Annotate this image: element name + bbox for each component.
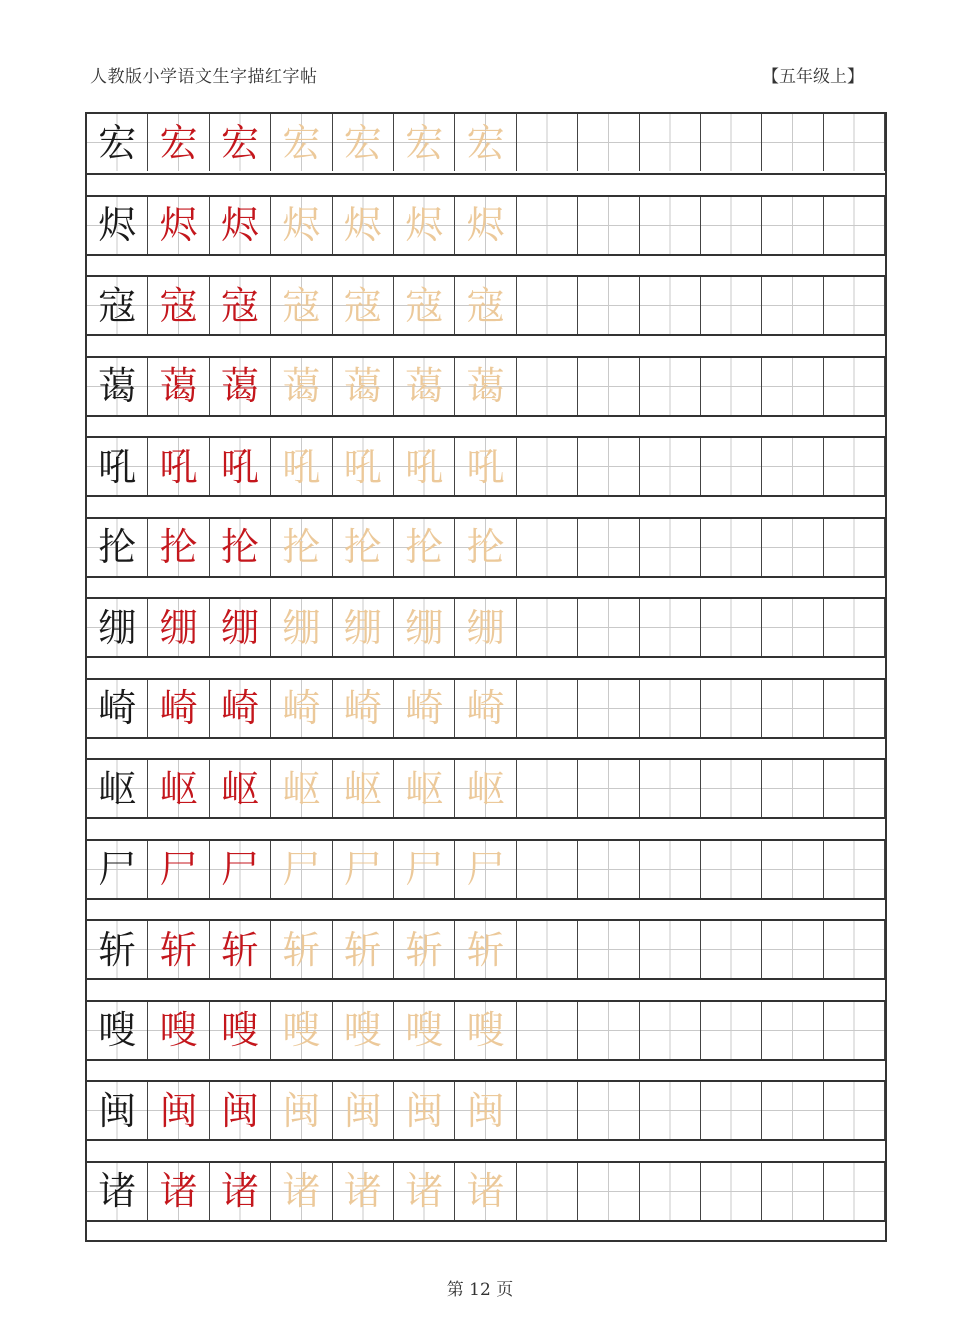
trace-cell: 斩 [271, 921, 332, 978]
blank-cell [517, 197, 578, 254]
trace-cell: 嗖 [394, 1002, 455, 1059]
red-example-cell: 尸 [148, 841, 209, 898]
blank-cell [701, 358, 762, 415]
blank-cell [824, 358, 885, 415]
blank-cell [640, 1002, 701, 1059]
blank-cell [762, 841, 823, 898]
practice-row [87, 839, 885, 900]
blank-cell [578, 599, 639, 656]
blank-cell [824, 519, 885, 576]
blank-cell [517, 760, 578, 817]
red-example-cell: 嗖 [210, 1002, 271, 1059]
blank-cell [640, 438, 701, 495]
model-char-cell: 闽 [87, 1082, 148, 1139]
red-example-cell: 诸 [210, 1163, 271, 1220]
blank-cell [640, 1163, 701, 1220]
red-example-cell: 岖 [148, 760, 209, 817]
trace-cell: 宏 [394, 114, 455, 171]
practice-row [87, 678, 885, 739]
blank-cell [517, 680, 578, 737]
practice-row [87, 758, 885, 819]
blank-cell [762, 760, 823, 817]
trace-cell: 斩 [455, 921, 516, 978]
page-number: 第 12 页 [446, 1280, 514, 1300]
trace-cell: 岖 [271, 760, 332, 817]
blank-cell [640, 114, 701, 171]
blank-cell [701, 1002, 762, 1059]
model-char-cell: 诸 [87, 1163, 148, 1220]
trace-cell: 绷 [394, 599, 455, 656]
blank-cell [762, 197, 823, 254]
red-example-cell: 岖 [210, 760, 271, 817]
blank-cell [517, 358, 578, 415]
trace-cell: 抡 [394, 519, 455, 576]
trace-cell: 绷 [455, 599, 516, 656]
trace-cell: 诸 [333, 1163, 394, 1220]
trace-cell: 崎 [271, 680, 332, 737]
trace-cell: 闽 [455, 1082, 516, 1139]
blank-cell [701, 519, 762, 576]
trace-cell: 嗖 [271, 1002, 332, 1059]
blank-cell [824, 1082, 885, 1139]
trace-cell: 烬 [455, 197, 516, 254]
practice-row [87, 195, 885, 256]
trace-cell: 寇 [455, 277, 516, 334]
blank-cell [824, 114, 885, 171]
grade-tag: 【五年级上】 [762, 67, 864, 87]
red-example-cell: 崎 [148, 680, 209, 737]
blank-cell [578, 680, 639, 737]
blank-cell [701, 277, 762, 334]
blank-cell [578, 114, 639, 171]
blank-cell [640, 358, 701, 415]
blank-cell [701, 921, 762, 978]
blank-cell [578, 1002, 639, 1059]
blank-cell [824, 841, 885, 898]
trace-cell: 诸 [271, 1163, 332, 1220]
red-example-cell: 闽 [148, 1082, 209, 1139]
blank-cell [517, 114, 578, 171]
blank-cell [701, 680, 762, 737]
red-example-cell: 绷 [148, 599, 209, 656]
practice-row [87, 356, 885, 417]
blank-cell [762, 438, 823, 495]
blank-cell [517, 1082, 578, 1139]
blank-cell [640, 197, 701, 254]
red-example-cell: 诸 [148, 1163, 209, 1220]
trace-cell: 闽 [271, 1082, 332, 1139]
trace-cell: 吼 [455, 438, 516, 495]
blank-cell [824, 921, 885, 978]
trace-cell: 抡 [333, 519, 394, 576]
trace-cell: 抡 [271, 519, 332, 576]
model-char-cell: 寇 [87, 277, 148, 334]
red-example-cell: 吼 [210, 438, 271, 495]
model-char-cell: 蔼 [87, 358, 148, 415]
blank-cell [762, 1002, 823, 1059]
blank-cell [578, 197, 639, 254]
blank-cell [824, 1002, 885, 1059]
trace-cell: 吼 [394, 438, 455, 495]
trace-cell: 宏 [333, 114, 394, 171]
blank-cell [517, 1163, 578, 1220]
trace-cell: 诸 [394, 1163, 455, 1220]
blank-cell [824, 438, 885, 495]
blank-cell [517, 841, 578, 898]
red-example-cell: 蔼 [148, 358, 209, 415]
blank-cell [640, 841, 701, 898]
practice-row [87, 1080, 885, 1141]
red-example-cell: 尸 [210, 841, 271, 898]
blank-cell [701, 438, 762, 495]
red-example-cell: 抡 [210, 519, 271, 576]
blank-cell [701, 114, 762, 171]
red-example-cell: 闽 [210, 1082, 271, 1139]
trace-cell: 寇 [271, 277, 332, 334]
red-example-cell: 寇 [148, 277, 209, 334]
trace-cell: 岖 [333, 760, 394, 817]
blank-cell [578, 1163, 639, 1220]
blank-cell [578, 438, 639, 495]
blank-cell [517, 277, 578, 334]
trace-cell: 绷 [333, 599, 394, 656]
blank-cell [762, 277, 823, 334]
blank-cell [701, 1163, 762, 1220]
blank-cell [762, 114, 823, 171]
blank-cell [701, 197, 762, 254]
trace-cell: 寇 [333, 277, 394, 334]
trace-cell: 嗖 [333, 1002, 394, 1059]
blank-cell [640, 680, 701, 737]
blank-cell [762, 599, 823, 656]
blank-cell [701, 760, 762, 817]
blank-cell [640, 599, 701, 656]
red-example-cell: 崎 [210, 680, 271, 737]
trace-cell: 烬 [271, 197, 332, 254]
trace-cell: 崎 [455, 680, 516, 737]
trace-cell: 岖 [394, 760, 455, 817]
blank-cell [640, 519, 701, 576]
blank-cell [762, 1082, 823, 1139]
blank-cell [640, 1082, 701, 1139]
red-example-cell: 寇 [210, 277, 271, 334]
model-char-cell: 尸 [87, 841, 148, 898]
model-char-cell: 抡 [87, 519, 148, 576]
model-char-cell: 吼 [87, 438, 148, 495]
red-example-cell: 斩 [148, 921, 209, 978]
model-char-cell: 崎 [87, 680, 148, 737]
model-char-cell: 绷 [87, 599, 148, 656]
red-example-cell: 烬 [148, 197, 209, 254]
trace-cell: 斩 [394, 921, 455, 978]
trace-cell: 崎 [333, 680, 394, 737]
blank-cell [762, 680, 823, 737]
practice-grid [85, 112, 887, 1242]
trace-cell: 尸 [271, 841, 332, 898]
practice-row [87, 919, 885, 980]
blank-cell [824, 760, 885, 817]
model-char-cell: 斩 [87, 921, 148, 978]
blank-cell [517, 519, 578, 576]
trace-cell: 宏 [455, 114, 516, 171]
red-example-cell: 吼 [148, 438, 209, 495]
blank-cell [578, 760, 639, 817]
trace-cell: 嗖 [455, 1002, 516, 1059]
page-title: 人教版小学语文生字描红字帖 [90, 67, 318, 87]
model-char-cell: 烬 [87, 197, 148, 254]
trace-cell: 闽 [394, 1082, 455, 1139]
practice-row [87, 1000, 885, 1061]
trace-cell: 岖 [455, 760, 516, 817]
blank-cell [578, 277, 639, 334]
practice-row [87, 275, 885, 336]
blank-cell [824, 680, 885, 737]
trace-cell: 闽 [333, 1082, 394, 1139]
trace-cell: 蔼 [455, 358, 516, 415]
trace-cell: 蔼 [333, 358, 394, 415]
model-char-cell: 宏 [87, 114, 148, 171]
blank-cell [578, 519, 639, 576]
practice-row [87, 1161, 885, 1222]
blank-cell [578, 841, 639, 898]
practice-row [87, 517, 885, 578]
red-example-cell: 抡 [148, 519, 209, 576]
blank-cell [762, 921, 823, 978]
red-example-cell: 绷 [210, 599, 271, 656]
red-example-cell: 烬 [210, 197, 271, 254]
model-char-cell: 岖 [87, 760, 148, 817]
trace-cell: 绷 [271, 599, 332, 656]
blank-cell [517, 438, 578, 495]
trace-cell: 蔼 [271, 358, 332, 415]
trace-cell: 烬 [333, 197, 394, 254]
blank-cell [762, 358, 823, 415]
red-example-cell: 宏 [148, 114, 209, 171]
blank-cell [824, 1163, 885, 1220]
blank-cell [824, 277, 885, 334]
blank-cell [517, 921, 578, 978]
trace-cell: 尸 [455, 841, 516, 898]
model-char-cell: 嗖 [87, 1002, 148, 1059]
trace-cell: 尸 [333, 841, 394, 898]
blank-cell [578, 921, 639, 978]
blank-cell [517, 1002, 578, 1059]
practice-row [87, 436, 885, 497]
red-example-cell: 宏 [210, 114, 271, 171]
blank-cell [640, 277, 701, 334]
blank-cell [824, 599, 885, 656]
blank-cell [762, 519, 823, 576]
blank-cell [517, 599, 578, 656]
blank-cell [640, 760, 701, 817]
trace-cell: 蔼 [394, 358, 455, 415]
practice-row [87, 597, 885, 658]
blank-cell [701, 1082, 762, 1139]
trace-cell: 斩 [333, 921, 394, 978]
trace-cell: 吼 [271, 438, 332, 495]
trace-cell: 诸 [455, 1163, 516, 1220]
trace-cell: 抡 [455, 519, 516, 576]
trace-cell: 崎 [394, 680, 455, 737]
blank-cell [701, 599, 762, 656]
trace-cell: 尸 [394, 841, 455, 898]
red-example-cell: 嗖 [148, 1002, 209, 1059]
blank-cell [578, 358, 639, 415]
practice-row [87, 114, 885, 175]
red-example-cell: 斩 [210, 921, 271, 978]
blank-cell [762, 1163, 823, 1220]
trace-cell: 宏 [271, 114, 332, 171]
blank-cell [578, 1082, 639, 1139]
red-example-cell: 蔼 [210, 358, 271, 415]
trace-cell: 烬 [394, 197, 455, 254]
blank-cell [640, 921, 701, 978]
blank-cell [701, 841, 762, 898]
trace-cell: 寇 [394, 277, 455, 334]
blank-cell [824, 197, 885, 254]
trace-cell: 吼 [333, 438, 394, 495]
